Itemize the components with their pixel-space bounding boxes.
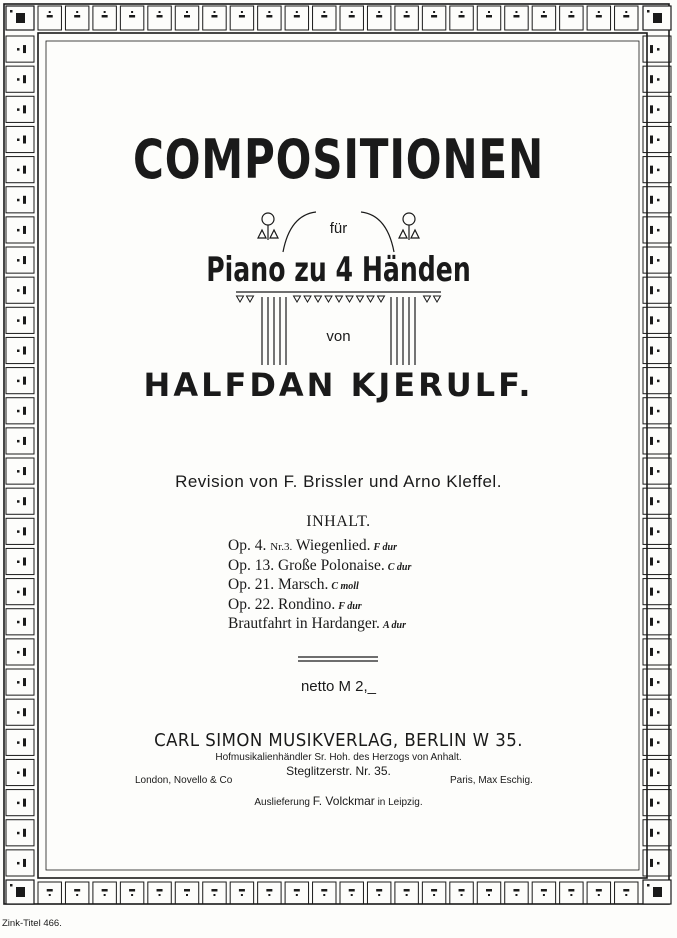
piece-title: Große Polonaise. (277, 556, 385, 574)
piece-key: C dur (387, 561, 412, 573)
contents-list (228, 537, 528, 635)
contents-item (228, 557, 528, 577)
publisher-address: Steglitzerstr. Nr. 35. (286, 764, 391, 778)
price: netto M 2,_ (300, 678, 377, 695)
paris-agent: Paris, Max Eschig. (450, 775, 533, 786)
piece-number: Nr.3. (270, 541, 293, 553)
contents-item (228, 576, 528, 596)
opus-number: Op. 13. (228, 556, 275, 574)
piece-key: F dur (373, 542, 397, 553)
by-label: von (326, 328, 351, 345)
piece-key: F dur (338, 600, 362, 612)
divider-rule (298, 655, 378, 663)
piece-title: Marsch. (277, 576, 329, 594)
contents-heading: INHALT. (306, 513, 371, 530)
opus-number: Op. 22. (228, 595, 275, 613)
page-title: COMPOSITIONEN (133, 128, 544, 191)
piece-key: C moll (331, 581, 359, 593)
subtitle: Piano zu 4 Händen (206, 250, 471, 290)
publisher-supplier-line: Hofmusikalienhändler Sr. Hoh. des Herzogs von Anhalt. (215, 752, 462, 763)
opus-number: Op. 21. (228, 576, 275, 594)
opus-number: Op. 4. (228, 537, 267, 554)
delivery-name: F. Volckmar (312, 794, 375, 808)
contents-item (228, 537, 528, 557)
piece-title: Rondino. (277, 595, 336, 613)
contents-item (228, 596, 528, 616)
composer-name: HALFDAN KJERULF. (143, 366, 534, 404)
delivery-line (0, 794, 677, 808)
piece-title: Wiegenlied. (295, 537, 371, 554)
piece-key: A dur (382, 620, 407, 632)
piece-title: Brautfahrt in Hardanger. (228, 615, 380, 633)
for-label: für (329, 220, 348, 237)
delivery-prefix: Auslieferung (254, 797, 310, 808)
contents-item (228, 615, 528, 635)
delivery-suffix: in Leipzig. (377, 797, 423, 808)
london-agent: London, Novello & Co (135, 775, 233, 786)
publisher-name: CARL SIMON MUSIKVERLAG, BERLIN W 35. (154, 730, 523, 751)
revision-credit: Revision von F. Brissler und Arno Kleffel. (175, 472, 502, 491)
plate-number: Zink-Titel 466. (2, 918, 62, 929)
